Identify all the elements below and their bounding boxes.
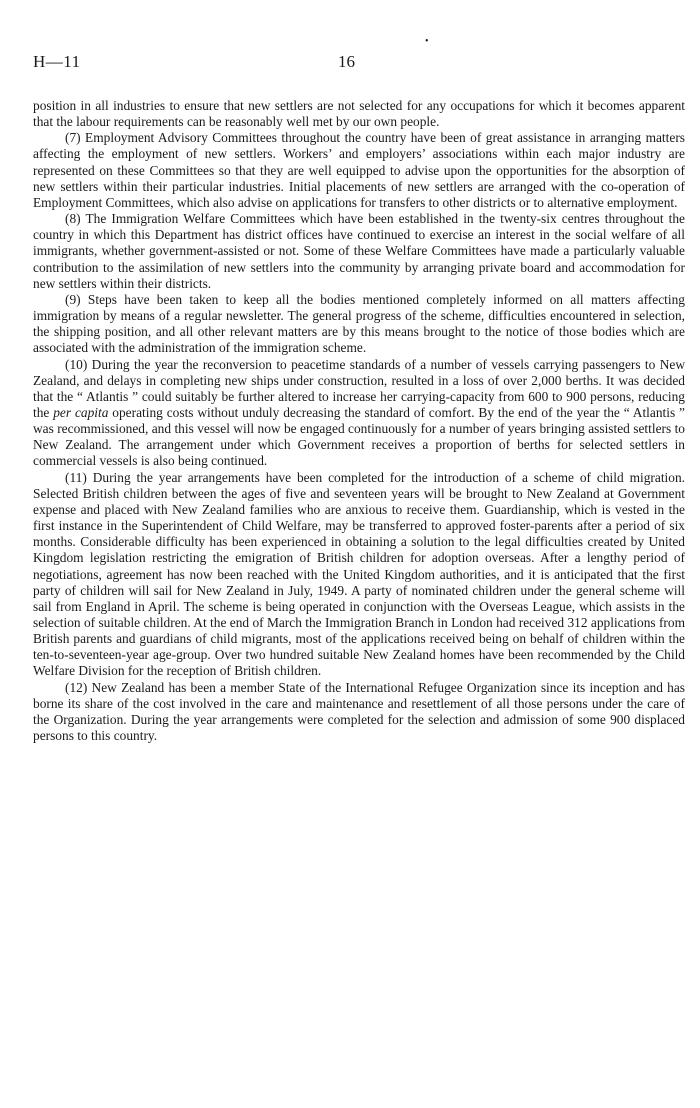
document-page: [33, 36, 685, 744]
paragraph-7: (7) Employment Advisory Committees throughout the country have been of great assistance in arranging matters affecting the employment of new settlers. Workers’ and employers’ associations within each major industry are represented on these Committees so that they are well equipped to advise upon the opportunities for the absorption of new settlers within their particular industries. Initial placements of new settlers are arranged with the co-operation of Employment Committees, which also advise on applications for transfers to other districts or to alternative employment.: [33, 130, 685, 210]
page-number: 16: [338, 52, 355, 71]
header-mark: •: [425, 36, 429, 47]
paragraph-continuation: position in all industries to ensure that new settlers are not selected for any occupations for which it becomes apparent that the labour requirements can be reasonably well met by our own people.: [33, 98, 685, 130]
paragraph-10-text-after: operating costs without unduly decreasing the standard of comfort. By the end of the year the “ Atlantis ” was recommissioned, and this vessel will now be engaged continuously for a number of years bringing assisted settlers to New Zealand. The arrangement under which Government receives a proportion of berths for selected settlers in commercial vessels is also being continued.: [33, 404, 685, 469]
paragraph-10-italic: per capita: [53, 404, 109, 420]
paragraph-9: (9) Steps have been taken to keep all the bodies mentioned completely informed on all matters affecting immigration by means of a regular newsletter. The general progress of the scheme, difficulties encountered in selection, the shipping position, and all other relevant matters are by this means brought to the notice of those bodies which are associated with the administration of the immigration scheme.: [33, 291, 685, 356]
document-code: H—11: [33, 52, 81, 71]
page-header: [33, 36, 685, 76]
paragraph-11: (11) During the year arrangements have been completed for the introduction of a scheme of child migration. Selected British children between the ages of five and seventeen years will be brought to New Zealand at Government expense and placed with New Zealand families who are anxious to receive them. Guardianship, which is vested in the first instance in the Superintendent of Child Welfare, may be transferred to approved foster-parents after a period of six months. Considerable difficulty has been experienced in obtaining a solution to the legal difficulties created by United Kingdom legislation restricting the emigration of British children for adoption overseas. After a lengthy period of negotiations, agreement has now been reached with the United Kingdom authorities, and it is anticipated that the first party of children will sail for New Zealand in July, 1949. A party of nominated children under the general scheme will sail from England in April. The scheme is being operated in conjunction with the Overseas League, which assists in the selection of suitable children. At the end of March the Immigration Branch in London had received 312 applications from British parents and guardians of child migrants, most of the applications received being on behalf of children within the ten-to-seventeen-year age-group. Over two hundred suitable New Zealand homes have been recommended by the Child Welfare Division for the reception of British children.: [33, 469, 685, 679]
paragraph-10: [33, 357, 685, 470]
paragraph-8: (8) The Immigration Welfare Committees which have been established in the twenty-six centres throughout the country in which this Department has district offices have continued to exercise an interest in the social welfare of all immigrants, whether government-assisted or not. Some of these Welfare Committees have made a particularly valuable contribution to the assimilation of new settlers into the community by arranging private board and accommodation for new settlers within their districts.: [33, 211, 685, 291]
document-body: [33, 98, 685, 744]
paragraph-12: (12) New Zealand has been a member State of the International Refugee Organization since its inception and has borne its share of the cost involved in the care and maintenance and resettlement of all those persons under the care of the Organization. During the year arrangements were completed for the selection and admission of some 900 displaced persons to this country.: [33, 679, 685, 744]
paragraph-10-text-before: (10) During the year the reconversion to peacetime standards of a number of vessels carrying passengers to New Zealand, and delays in completing new ships under construction, resulted in a loss of over 2,000 berths. It was decided that the “ Atlantis ” could suitably be further altered to increase her carrying-capacity from 600 to 900 persons, reducing the: [33, 356, 685, 420]
